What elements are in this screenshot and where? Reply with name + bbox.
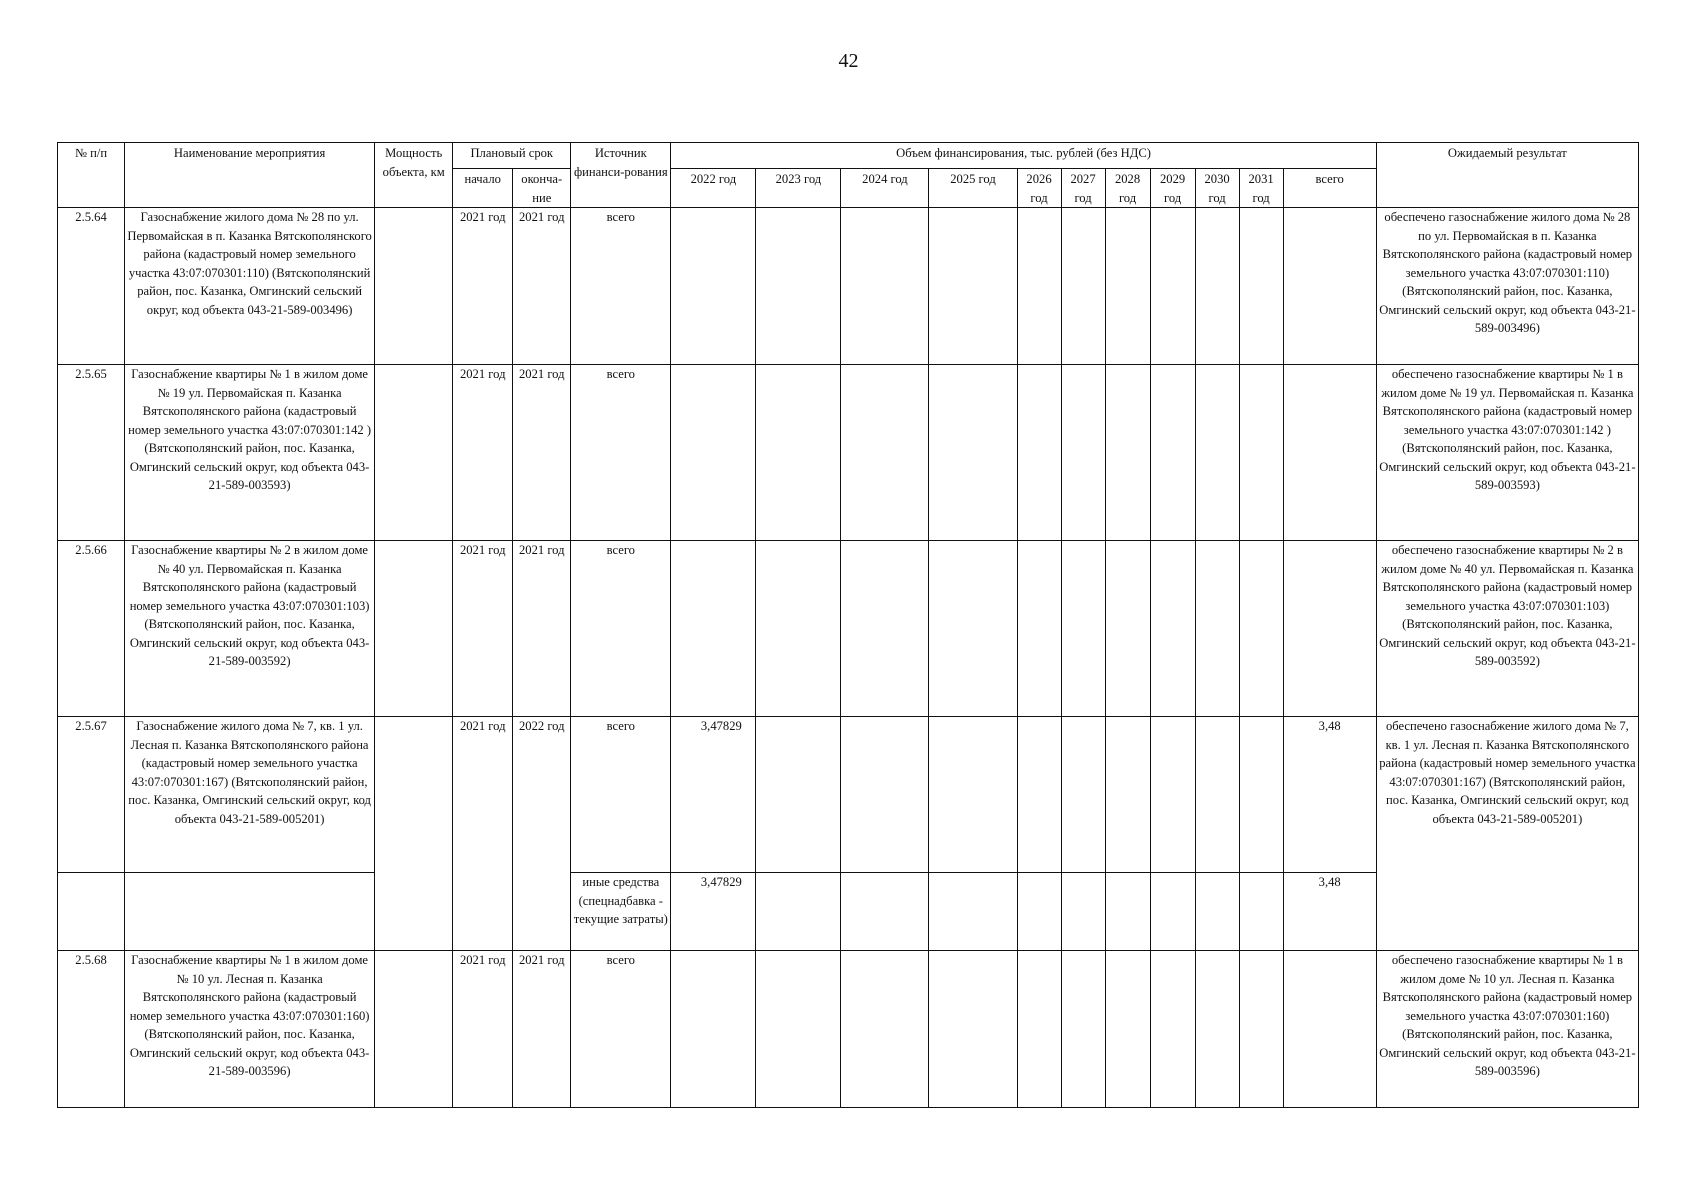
row-name: Газоснабжение жилого дома № 7, кв. 1 ул. Лесная п. Казанка Вятскополянского района (кадастровый номер земельного участка 43:07:070301:167) (Вятскополянский район, пос. Казанка, Омгинский сельский округ, код объекта 043-21-589-005201) — [125, 717, 375, 873]
row-num: 2.5.67 — [58, 717, 125, 873]
row-result: обеспечено газоснабжение жилого дома № 28 по ул. Первомайская в п. Казанка Вятскополянского района (кадастровый номер земельного участка 43:07:070301:110) (Вятскополянский район, пос. Казанка, Омгинский сельский округ, код объекта 043-21-589-003496) — [1376, 208, 1638, 365]
row-2025 — [929, 541, 1017, 717]
row-2026 — [1017, 951, 1061, 1108]
row-num-continued — [58, 873, 125, 951]
row-result: обеспечено газоснабжение квартиры № 1 в жилом доме № 19 ул. Первомайская п. Казанка Вятскополянского района (кадастровый номер земельного участка 43:07:070301:142 ) (Вятскополянский район, пос. Казанка, Омгинский сельский округ, код объекта 043-21-589-003593) — [1376, 365, 1638, 541]
row-2022 — [671, 541, 756, 717]
row-sub-2029 — [1150, 873, 1195, 951]
row-name: Газоснабжение квартиры № 2 в жилом доме № 40 ул. Первомайская п. Казанка Вятскополянского района (кадастровый номер земельного участка 43:07:070301:103) (Вятскополянский район, пос. Казанка, Омгинский сельский округ, код объекта 043-21-589-003592) — [125, 541, 375, 717]
row-name: Газоснабжение квартиры № 1 в жилом доме № 19 ул. Первомайская п. Казанка Вятскополянского района (кадастровый номер земельного участка 43:07:070301:142 ) (Вятскополянский район, пос. Казанка, Омгинский сельский округ, код объекта 043-21-589-003593) — [125, 365, 375, 541]
row-end: 2021 год — [513, 365, 571, 541]
row-total — [1283, 365, 1376, 541]
row-total: 3,48 — [1283, 717, 1376, 873]
row-2028 — [1105, 365, 1150, 541]
row-num: 2.5.65 — [58, 365, 125, 541]
row-name: Газоснабжение квартиры № 1 в жилом доме № 10 ул. Лесная п. Казанка Вятскополянского района (кадастровый номер земельного участка 43:07:070301:160) (Вятскополянский район, пос. Казанка, Омгинский сельский округ, код объекта 043-21-589-003596) — [125, 951, 375, 1108]
row-capacity — [375, 208, 453, 365]
row-num: 2.5.68 — [58, 951, 125, 1108]
row-sub-2022: 3,47829 — [671, 873, 756, 951]
row-start: 2021 год — [453, 717, 513, 951]
row-2025 — [929, 208, 1017, 365]
row-2030 — [1195, 365, 1239, 541]
row-2027 — [1061, 208, 1105, 365]
row-2028 — [1105, 951, 1150, 1108]
table-row — [58, 951, 1639, 1108]
row-end: 2021 год — [513, 951, 571, 1108]
row-2023 — [756, 208, 841, 365]
row-2031 — [1239, 208, 1283, 365]
row-2030 — [1195, 951, 1239, 1108]
row-start: 2021 год — [453, 208, 513, 365]
row-2028 — [1105, 208, 1150, 365]
row-2031 — [1239, 541, 1283, 717]
row-2024 — [841, 717, 929, 873]
header-planned-term: Плановый срок — [453, 143, 571, 169]
row-end: 2022 год — [513, 717, 571, 951]
row-2029 — [1150, 208, 1195, 365]
row-2024 — [841, 208, 929, 365]
header-funding: Объем финансирования, тыс. рублей (без НДС) — [671, 143, 1376, 169]
row-capacity — [375, 541, 453, 717]
row-2024 — [841, 365, 929, 541]
row-start: 2021 год — [453, 541, 513, 717]
row-2022 — [671, 365, 756, 541]
row-sub-2028 — [1105, 873, 1150, 951]
header-year: 2022 год — [671, 169, 756, 208]
row-2029 — [1150, 717, 1195, 873]
row-name-continued — [125, 873, 375, 951]
row-2023 — [756, 541, 841, 717]
header-row — [58, 143, 1639, 169]
header-name: Наименование мероприятия — [125, 143, 375, 208]
row-result: обеспечено газоснабжение жилого дома № 7, кв. 1 ул. Лесная п. Казанка Вятскополянского района (кадастровый номер земельного участка 43:07:070301:167) (Вятскополянский район, пос. Казанка, Омгинский сельский округ, код объекта 043-21-589-005201) — [1376, 717, 1638, 951]
row-2031 — [1239, 365, 1283, 541]
row-start: 2021 год — [453, 951, 513, 1108]
row-2022: 3,47829 — [671, 717, 756, 873]
header-year: 2024 год — [841, 169, 929, 208]
table-row — [58, 541, 1639, 717]
row-2023 — [756, 951, 841, 1108]
row-2023 — [756, 365, 841, 541]
row-end: 2021 год — [513, 208, 571, 365]
row-2026 — [1017, 541, 1061, 717]
row-2030 — [1195, 208, 1239, 365]
row-2024 — [841, 951, 929, 1108]
row-start: 2021 год — [453, 365, 513, 541]
row-2024 — [841, 541, 929, 717]
row-capacity — [375, 365, 453, 541]
row-sub-2023 — [756, 873, 841, 951]
row-2025 — [929, 717, 1017, 873]
row-2023 — [756, 717, 841, 873]
header-num: № п/п — [58, 143, 125, 208]
header-year: 2026 год — [1017, 169, 1061, 208]
table-row — [58, 717, 1639, 873]
header-year: 2023 год — [756, 169, 841, 208]
row-sub-2031 — [1239, 873, 1283, 951]
row-name: Газоснабжение жилого дома № 28 по ул. Первомайская в п. Казанка Вятскополянского района (кадастровый номер земельного участка 43:07:070301:110) (Вятскополянский район, пос. Казанка, Омгинский сельский округ, код объекта 043-21-589-003496) — [125, 208, 375, 365]
row-2027 — [1061, 717, 1105, 873]
row-total — [1283, 951, 1376, 1108]
row-source: всего — [571, 951, 671, 1108]
row-2027 — [1061, 365, 1105, 541]
row-2029 — [1150, 541, 1195, 717]
row-sub-2026 — [1017, 873, 1061, 951]
row-sub-2027 — [1061, 873, 1105, 951]
row-2022 — [671, 208, 756, 365]
row-sub-2030 — [1195, 873, 1239, 951]
row-2031 — [1239, 717, 1283, 873]
row-2025 — [929, 951, 1017, 1108]
row-2030 — [1195, 541, 1239, 717]
row-capacity — [375, 951, 453, 1108]
row-2026 — [1017, 208, 1061, 365]
row-result: обеспечено газоснабжение квартиры № 1 в жилом доме № 10 ул. Лесная п. Казанка Вятскополянского района (кадастровый номер земельного участка 43:07:070301:160) (Вятскополянский район, пос. Казанка, Омгинский сельский округ, код объекта 043-21-589-003596) — [1376, 951, 1638, 1108]
row-num: 2.5.64 — [58, 208, 125, 365]
header-year: 2025 год — [929, 169, 1017, 208]
header-result: Ожидаемый результат — [1376, 143, 1638, 208]
row-2028 — [1105, 717, 1150, 873]
funding-table — [57, 142, 1639, 1108]
header-source: Источник финанси-рования — [571, 143, 671, 208]
table-row — [58, 365, 1639, 541]
row-source: всего — [571, 208, 671, 365]
header-end: оконча-ние — [513, 169, 571, 208]
row-sub-source: иные средства (спецнадбавка - текущие затраты) — [571, 873, 671, 951]
row-2028 — [1105, 541, 1150, 717]
row-2029 — [1150, 951, 1195, 1108]
row-source: всего — [571, 365, 671, 541]
row-2022 — [671, 951, 756, 1108]
row-sub-2024 — [841, 873, 929, 951]
header-start: начало — [453, 169, 513, 208]
header-year: 2027 год — [1061, 169, 1105, 208]
row-2027 — [1061, 951, 1105, 1108]
row-sub-2025 — [929, 873, 1017, 951]
table-row — [58, 208, 1639, 365]
row-2029 — [1150, 365, 1195, 541]
header-year: 2029 год — [1150, 169, 1195, 208]
row-num: 2.5.66 — [58, 541, 125, 717]
row-2026 — [1017, 365, 1061, 541]
row-end: 2021 год — [513, 541, 571, 717]
row-2026 — [1017, 717, 1061, 873]
row-result: обеспечено газоснабжение квартиры № 2 в жилом доме № 40 ул. Первомайская п. Казанка Вятскополянского района (кадастровый номер земельного участка 43:07:070301:103) (Вятскополянский район, пос. Казанка, Омгинский сельский округ, код объекта 043-21-589-003592) — [1376, 541, 1638, 717]
row-2025 — [929, 365, 1017, 541]
row-2027 — [1061, 541, 1105, 717]
row-source: всего — [571, 717, 671, 873]
page-number: 42 — [838, 50, 859, 72]
row-capacity — [375, 717, 453, 951]
row-2030 — [1195, 717, 1239, 873]
header-capacity: Мощность объекта, км — [375, 143, 453, 208]
header-year: 2028 год — [1105, 169, 1150, 208]
header-year: 2030 год — [1195, 169, 1239, 208]
header-year: 2031 год — [1239, 169, 1283, 208]
row-sub-total: 3,48 — [1283, 873, 1376, 951]
row-source: всего — [571, 541, 671, 717]
row-total — [1283, 541, 1376, 717]
row-2031 — [1239, 951, 1283, 1108]
row-total — [1283, 208, 1376, 365]
header-total: всего — [1283, 169, 1376, 208]
